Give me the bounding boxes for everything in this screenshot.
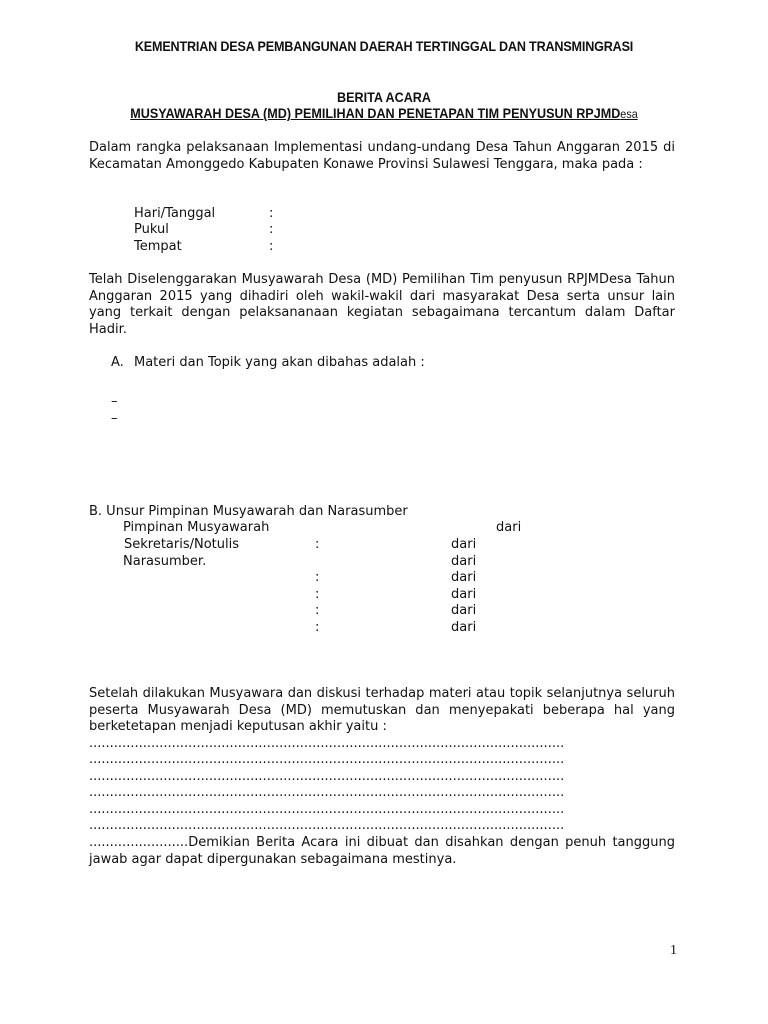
section-b-label-1: Pimpinan Musyawarah	[123, 520, 270, 535]
section-b-label-3: Narasumber.	[123, 554, 207, 569]
section-b-from-4: dari	[451, 570, 477, 585]
dotted-line-3: ...................................................................................................................	[89, 769, 565, 784]
document-subtitle	[38, 105, 729, 121]
section-b-label-2: Sekretaris/Notulis	[124, 537, 240, 552]
section-a-heading: Materi dan Topik yang akan dibahas adalah :	[134, 355, 425, 370]
ministry-header: KEMENTRIAN DESA PEMBANGUNAN DAERAH TERTINGGAL DAN TRANSMINGRASI	[134, 38, 634, 54]
dotted-line-4: ...................................................................................................................	[89, 785, 565, 800]
conclusion-paragraph: Setelah dilakukan Musyawara dan diskusi terhadap materi atau topik selanjutnya seluruh peserta Musyawarah Desa (MD) memutuskan dan menyepakati beberapa hal yang berketetapan menjadi keputusan akhir yaitu :	[89, 686, 675, 734]
dotted-line-2: ...................................................................................................................	[89, 752, 565, 767]
section-b-heading: B. Unsur Pimpinan Musyawarah dan Narasumber	[89, 504, 408, 519]
section-b-from-6: dari	[451, 603, 477, 618]
section-b-sep-6: :	[315, 603, 320, 618]
dotted-line-1: ...................................................................................................................	[89, 736, 565, 751]
section-b-sep-5: :	[315, 587, 320, 602]
schedule-label-time: Pukul	[134, 222, 169, 237]
schedule-label-date: Hari/Tanggal	[134, 206, 216, 221]
closing-paragraph	[89, 835, 675, 868]
schedule-sep-time: :	[269, 222, 274, 237]
section-b-from-2: dari	[451, 537, 477, 552]
section-b-sep-2: :	[315, 537, 320, 552]
section-b-sep-4: :	[315, 570, 320, 585]
dotted-line-5: ...................................................................................................................	[89, 802, 565, 817]
dotted-line-6: ...................................................................................................................	[89, 818, 565, 833]
closing-dots: ........................	[89, 835, 189, 850]
section-b-sep-7: :	[315, 620, 320, 635]
closing-text: Demikian Berita Acara ini dibuat dan disahkan dengan penuh tanggung jawab agar dapat dipergunakan sebagaimana mestinya.	[89, 835, 675, 867]
schedule-label-place: Tempat	[134, 239, 182, 254]
section-a-bullet-1: –	[111, 394, 118, 409]
intro-paragraph: Dalam rangka pelaksanaan Implementasi undang-undang Desa Tahun Anggaran 2015 di Kecamatan Amonggedo Kabupaten Konawe Provinsi Sulawesi Tenggara, maka pada :	[89, 140, 675, 172]
document-title: BERITA ACARA	[336, 89, 432, 105]
section-b-from-7: dari	[451, 620, 477, 635]
section-b-from-1: dari	[496, 520, 522, 535]
schedule-sep-date: :	[269, 206, 274, 221]
subtitle-suffix: esa	[620, 107, 638, 121]
section-b-from-5: dari	[451, 587, 477, 602]
section-a-marker: A.	[111, 355, 124, 370]
section-b-from-3: dari	[451, 554, 477, 569]
body-paragraph: Telah Diselenggarakan Musyawarah Desa (MD) Pemilihan Tim penyusun RPJMDesa Tahun Anggaran 2015 yang dihadiri oleh wakil-wakil dari masyarakat Desa serta unsur lain yang terkait dengan pelaksananaan kegiatan sebagaimana tercantum dalam Daftar Hadir.	[89, 272, 675, 337]
subtitle-main: MUSYAWARAH DESA (MD) PEMILIHAN DAN PENETAPAN TIM PENYUSUN RPJMD	[130, 105, 621, 121]
schedule-sep-place: :	[269, 239, 274, 254]
section-a-bullet-2: –	[111, 411, 118, 426]
page-number: 1	[670, 943, 677, 958]
